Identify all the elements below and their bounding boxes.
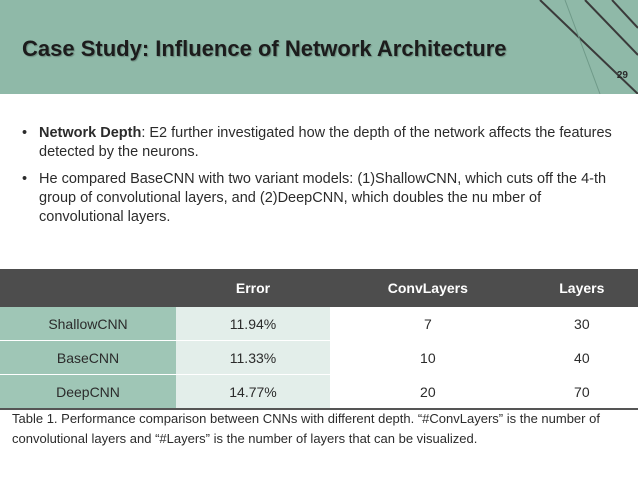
page-number: 29 [616, 70, 628, 81]
bullet-list [22, 124, 612, 235]
table-row [0, 307, 638, 341]
bullet-icon: • [22, 125, 28, 141]
table-row [0, 375, 638, 410]
table-header-cell: Error [176, 269, 330, 307]
table-header-cell: Layers [526, 269, 638, 307]
row-label: ShallowCNN [0, 307, 176, 341]
bullet-text: : E2 further investigated how the depth of the network affects the features detected by the neurons. [39, 125, 612, 160]
table-cell: 11.33% [176, 341, 330, 375]
title-banner [0, 0, 638, 94]
slide-title: Case Study: Influence of Network Architecture [22, 36, 507, 61]
table-caption: Table 1. Performance comparison between CNNs with different depth. “#ConvLayers” is the number of convolutional layers and “#Layers” is the number of layers that can be visualized. [12, 411, 600, 446]
bullet-text: He compared BaseCNN with two variant models: (1)ShallowCNN, which cuts off the 4-th group of convolutional layers, and (2)DeepCNN, which doubles the nu mber of convolutional layers. [39, 171, 607, 225]
bullet-item [22, 170, 612, 227]
table-cell: 30 [526, 307, 638, 341]
table-cell: 14.77% [176, 375, 330, 410]
table-cell: 11.94% [176, 307, 330, 341]
row-label: BaseCNN [0, 341, 176, 375]
table-cell: 10 [330, 341, 526, 375]
bullet-icon: • [22, 171, 28, 187]
table-cell: 7 [330, 307, 526, 341]
table-row [0, 341, 638, 375]
row-label: DeepCNN [0, 375, 176, 410]
table-header-row [0, 269, 638, 307]
bullet-bold-term: Network Depth [39, 125, 142, 141]
table-cell: 40 [526, 341, 638, 375]
table-cell: 20 [330, 375, 526, 410]
comparison-table [0, 269, 638, 410]
table-header-cell: ConvLayers [330, 269, 526, 307]
bullet-item [22, 124, 612, 162]
table-cell: 70 [526, 375, 638, 410]
table-header-cell [0, 269, 176, 307]
